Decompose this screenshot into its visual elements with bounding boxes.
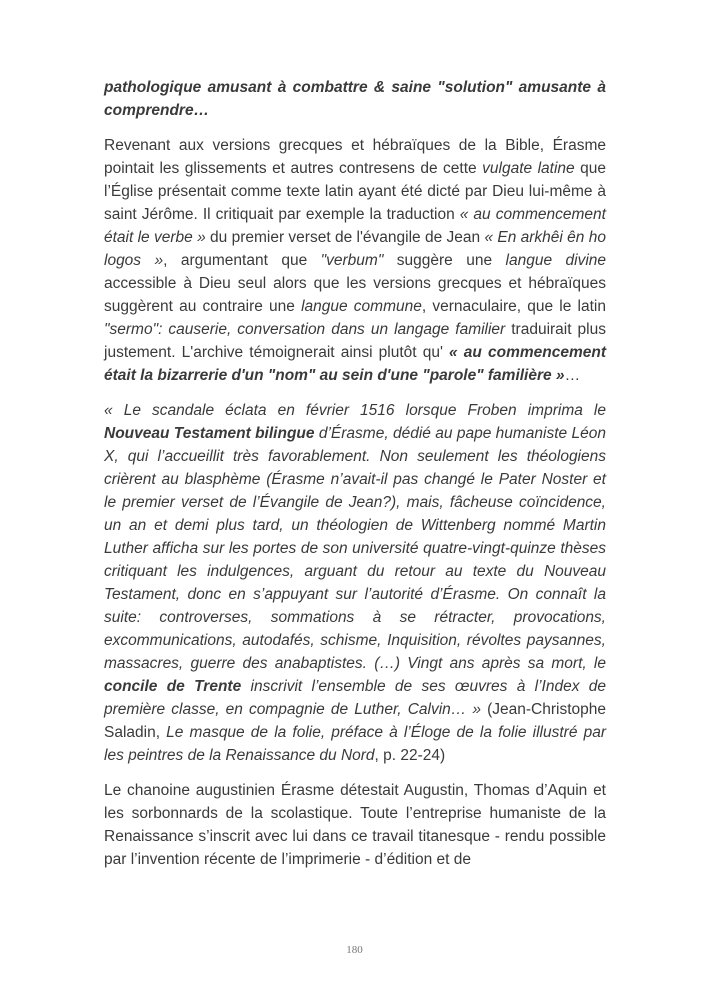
text-run: du premier verset de l'évangile de Jean — [205, 229, 485, 246]
text-run: accessible à Dieu seul alors que les versions grecques et hébraïques suggèrent au contraire une — [104, 275, 606, 315]
text-run: (Jean-Christophe Saladin, — [104, 701, 606, 741]
text-run: pathologique amusant à combattre & saine "solution" amusante à comprendre… — [104, 79, 606, 119]
text-run: que l’Église présentait comme texte latin ayant été dicté par Dieu lui-même à saint Jérôme. Il critiquait par exemple la traduction — [104, 160, 606, 223]
text-run: d’Érasme, dédié au pape humaniste Léon X, qui l’accueillit très favorablement. Non seulement les théologiens crièrent au blasphème (Érasme n’avait-il pas changé le Pater Noster et le premier verset de l’Évangile de Jean?), mais, fâcheuse coïncidence, un an et demi plus tard, un théologien de Wittenberg nommé Martin Luther afficha sur les portes de son université quatre-vingt-quinze thèses critiquant les indulgences, arguant du retour au texte du Nouveau Testament, donc en s’appuyant sur l’autorité d’Érasme. On connaît la suite: controverses, sommations à se rétracter, provocations, excommunications, autodafés, schisme, Inquisition, révoltes paysannes, massacres, guerre des anabaptistes. (…) Vingt ans après sa mort, le — [104, 425, 606, 672]
text-run: Le chanoine augustinien Érasme détestait Augustin, Thomas d’Aquin et les sorbonnards de la scolastique. Toute l’entreprise humaniste de la Renaissance s’inscrit avec lui dans ce travail titanesque - rendu possible par l’invention récente de l’imprimerie - d’édition et de — [104, 782, 606, 868]
text-run: , argumentant que — [163, 252, 321, 269]
text-run: "verbum" — [320, 252, 384, 269]
paragraph-4 — [104, 779, 606, 871]
text-run: suggère une — [383, 252, 506, 269]
paragraph-3 — [104, 399, 606, 767]
text-run: , p. 22-24) — [374, 747, 446, 764]
text-run: traduirait plus justement. L'archive témoignerait ainsi plutôt qu' — [104, 321, 606, 361]
paragraph-2 — [104, 134, 606, 387]
text-run: "sermo": causerie, conversation dans un langage familier — [104, 321, 506, 338]
text-run: concile de Trente — [104, 678, 242, 695]
text-run: vulgate latine — [482, 160, 575, 177]
page-body — [104, 76, 606, 883]
text-run: , vernaculaire, que le latin — [421, 298, 606, 315]
text-run: « au commencement était le verbe » — [104, 206, 606, 246]
page-number: 180 — [346, 944, 363, 956]
text-run: « au commencement était la bizarrerie d'un "nom" au sein d'une "parole" familière » — [104, 344, 606, 384]
text-run: … — [564, 367, 581, 384]
text-run: langue commune — [301, 298, 422, 315]
text-run: Revenant aux versions grecques et hébraïques de la Bible, Érasme pointait les glissements et autres contresens de cette — [104, 137, 606, 177]
paragraph-1 — [104, 76, 606, 122]
text-run: « Le scandale éclata en février 1516 lorsque Froben imprima le — [104, 402, 606, 419]
text-run: langue divine — [505, 252, 607, 269]
text-run: Nouveau Testament bilingue — [104, 425, 315, 442]
text-run: inscrivit l’ensemble de ses œuvres à l’Index de première classe, en compagnie de Luther, Calvin… » — [104, 678, 607, 718]
text-run: Le masque de la folie, préface à l’Éloge de la folie illustré par les peintres de la Renaissance du Nord — [104, 724, 606, 764]
text-run: « En arkhêi ên ho logos » — [104, 229, 606, 269]
